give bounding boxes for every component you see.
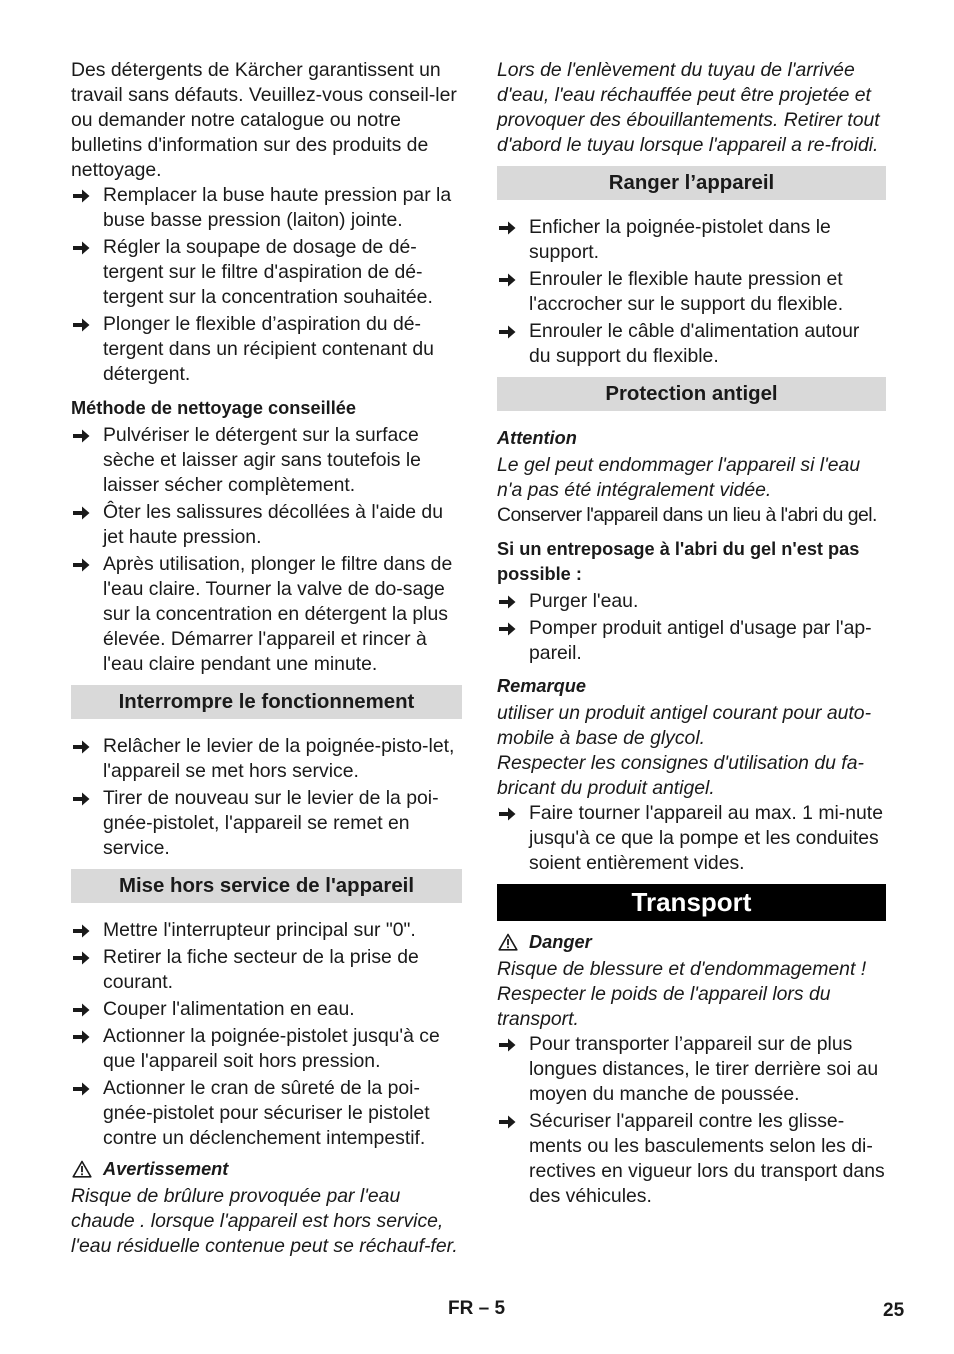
step-text: Enficher la poignée-pistolet dans le support. [529,216,831,263]
arrow-right-icon [499,325,516,339]
step-item [497,616,886,666]
attention-text: Le gel peut endommager l'appareil si l'eau n'a pas été intégralement vidée. [497,454,861,501]
step-item [71,734,462,784]
intro-italic-paragraph: Lors de l'enlèvement du tuyau de l'arrivée d'eau, l'eau réchauffée peut être projetée et provoquer des ébouillantements. Retirer tout d'abord le tuyau lorsque l'appareil a re-froidi. [497,59,880,156]
step-list-mise-hors-service [71,918,462,1151]
step-item [497,589,886,614]
arrow-right-icon [73,924,90,938]
section-heading-antigel: Protection antigel [497,377,886,411]
step-item [71,552,462,677]
step-text: Retirer la fiche secteur de la prise de courant. [103,946,419,993]
warning-triangle-icon [72,1160,92,1178]
step-item [71,500,462,550]
step-item [71,945,462,995]
step-text: Mettre l'interrupteur principal sur "0". [103,919,416,941]
step-item [71,786,462,861]
remarque-label: Remarque [497,676,586,696]
step-item [497,267,886,317]
step-text: Sécuriser l'appareil contre les glisse-ments ou les basculements selon les di-rectives en vigueur lors du transport dans des véhicules. [529,1110,885,1207]
remarque-text-2: Respecter les consignes d'utilisation du fa-bricant du produit antigel. [497,752,864,799]
section-heading-mise-hors-service: Mise hors service de l'appareil [71,869,462,903]
conserver-text: Conserver l'appareil dans un lieu à l'abri du gel. [497,504,877,526]
arrow-right-icon [73,1003,90,1017]
step-text: Pomper produit antigel d'usage par l'ap-pareil. [529,617,872,664]
avertissement-text: Risque de brûlure provoquée par l'eau chaude . lorsque l'appareil est hors service, l'eau résiduelle contenue peut se réchauf-fer. [71,1185,458,1257]
step-text: Remplacer la buse haute pression par la buse basse pression (laiton) jointe. [103,184,452,231]
arrow-right-icon [499,1038,516,1052]
left-column [71,58,462,1259]
arrow-right-icon [73,792,90,806]
step-item [71,1024,462,1074]
step-text: Tirer de nouveau sur le levier de la poi-gnée-pistolet, l'appareil se remet en service. [103,787,439,859]
step-text: Après utilisation, plonger le filtre dans de l'eau claire. Tourner la valve de do-sage sur la concentration en détergent la plus élevée. Démarrer l'appareil et rincer à l'eau claire pendant une minute. [103,553,453,675]
warning-triangle-icon [498,933,518,951]
intro-paragraph: Des détergents de Kärcher garantissent un travail sans défauts. Veuillez-vous conseil-ler ou demander notre catalogue ou notre bulletins d'information sur des produits de nettoyage. [71,59,457,181]
step-text: Pulvériser le détergent sur la surface sèche et laisser agir sans toutefois le laisser sécher complètement. [103,424,421,496]
arrow-right-icon [73,951,90,965]
arrow-right-icon [73,506,90,520]
section-heading-ranger: Ranger l’appareil [497,166,886,200]
arrow-right-icon [73,558,90,572]
step-text: Plonger le flexible d’aspiration du dé-tergent dans un récipient contenant du détergent. [103,313,434,385]
step-text: Couper l'alimentation en eau. [103,998,355,1020]
step-text: Pour transporter l’appareil sur de plus longues distances, le tirer derrière soi au moyen du manche de poussée. [529,1033,879,1105]
step-list-methode [71,423,462,677]
step-item [497,1032,886,1107]
step-text: Faire tourner l'appareil au max. 1 mi-nute jusqu'à ce que la pompe et les conduites soient entièrement vides. [529,802,883,874]
step-item [71,997,462,1022]
step-item [497,319,886,369]
section-heading-interrompre: Interrompre le fonctionnement [71,685,462,719]
arrow-right-icon [73,189,90,203]
step-text: Enrouler le câble d'alimentation autour du support du flexible. [529,320,860,367]
arrow-right-icon [499,221,516,235]
step-text: Actionner le cran de sûreté de la poi-gnée-pistolet pour sécuriser le pistolet contre un déclenchement intempestif. [103,1077,430,1149]
danger-text: Risque de blessure et d'endommagement ! Respecter le poids de l'appareil lors du transport. [497,958,867,1030]
step-item [497,801,886,876]
step-text: Purger l'eau. [529,590,639,612]
right-column [497,58,886,1211]
avertissement-label [71,1157,462,1182]
arrow-right-icon [73,1030,90,1044]
step-item [71,918,462,943]
arrow-right-icon [73,241,90,255]
step-item [71,1076,462,1151]
step-text: Enrouler le flexible haute pression et l'accrocher sur le support du flexible. [529,268,844,315]
arrow-right-icon [499,807,516,821]
arrow-right-icon [73,1082,90,1096]
step-text: Ôter les salissures décollées à l'aide du jet haute pression. [103,501,443,548]
attention-label: Attention [497,428,577,448]
arrow-right-icon [499,1115,516,1129]
step-text: Relâcher le levier de la poignée-pisto-let, l'appareil se met hors service. [103,735,455,782]
arrow-right-icon [73,740,90,754]
step-list-tourner [497,801,886,876]
step-list-antigel [497,589,886,666]
step-text: Régler la soupape de dosage de dé-tergent sur le filtre d'aspiration de dé-tergent sur la concentration souhaitée. [103,236,433,308]
step-list-ranger [497,215,886,369]
step-item [71,235,462,310]
methode-heading: Méthode de nettoyage conseillée [71,398,357,418]
danger-text-label: Danger [529,932,592,952]
arrow-right-icon [499,622,516,636]
step-text: Actionner la poignée-pistolet jusqu'à ce que l'appareil soit hors pression. [103,1025,440,1072]
step-item [497,215,886,265]
footer-page-number: 25 [883,1300,905,1321]
remarque-text-1: utiliser un produit antigel courant pour auto-mobile à base de glycol. [497,702,872,749]
step-item [71,183,462,233]
footer-page-label: FR – 5 [448,1298,506,1319]
step-list-interrompre [71,734,462,861]
entreposage-heading: Si un entreposage à l'abri du gel n'est pas possible : [497,539,860,584]
step-item [71,312,462,387]
step-item [71,423,462,498]
arrow-right-icon [499,595,516,609]
arrow-right-icon [73,318,90,332]
section-heading-transport: Transport [497,884,886,921]
arrow-right-icon [73,429,90,443]
danger-label [497,930,886,955]
step-list-preparation [71,183,462,387]
avertissement-text-label: Avertissement [103,1159,229,1179]
step-item [497,1109,886,1209]
arrow-right-icon [499,273,516,287]
step-list-transport [497,1032,886,1209]
